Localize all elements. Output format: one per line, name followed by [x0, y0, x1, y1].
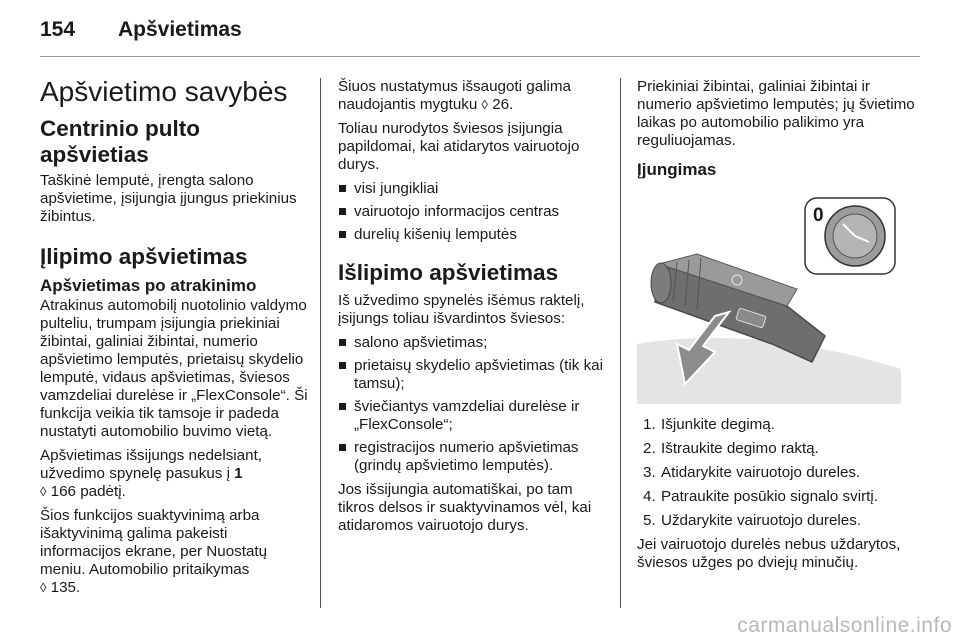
- heading-unlock-lighting: Apšvietimas po atrakinimo: [40, 276, 257, 295]
- step-text: Išjunkite degimą.: [661, 416, 775, 433]
- list-item: [338, 180, 608, 198]
- bullet-icon: [339, 231, 346, 238]
- list-item-text: registracijos numerio apšvietimas (grindų apšvietimo lemputės).: [354, 439, 579, 474]
- paragraph-center-console: Taškinė lemputė, įrengta salono apšvietime, įsijungia įjungus priekinius žibintus.: [40, 172, 297, 225]
- column-2: [338, 78, 608, 541]
- list-item: [637, 488, 920, 506]
- page-reference: 26.: [487, 96, 514, 113]
- list-item-text: prietaisų skydelio apšvietimas (tik kai tamsu);: [354, 357, 603, 392]
- list-item: [637, 464, 920, 482]
- list-item: [338, 203, 608, 221]
- page-reference: 166 padėtį.: [46, 483, 126, 500]
- heading-activation: Įjungimas: [637, 160, 717, 179]
- list-item: [637, 440, 920, 458]
- column-1: [40, 66, 312, 603]
- activation-steps: [637, 416, 920, 530]
- page-number: 154: [40, 18, 76, 41]
- list-item-text: vairuotojo informacijos centras: [354, 203, 560, 220]
- position-value: 1: [234, 465, 243, 482]
- heading-entry-lighting: Įlipimo apšvietimas: [40, 244, 248, 269]
- list-item: [338, 226, 608, 244]
- bullet-icon: [339, 208, 346, 215]
- paragraph-save: [338, 78, 608, 114]
- reference-arrow-icon: ◊: [481, 97, 488, 112]
- text-run: Šiuos nustatymus išsaugoti galima naudojantis mygtuku: [338, 78, 571, 113]
- page-reference: 135.: [46, 579, 81, 596]
- list-item-text: salono apšvietimas;: [354, 334, 488, 351]
- heading-center-console: Centrinio pulto apšvietias: [40, 116, 200, 167]
- reference-arrow-icon: ◊: [40, 484, 47, 499]
- paragraph-further: Toliau nurodytos šviesos įsijungia papildomai, kai atidarytos vairuotojo durys.: [338, 120, 580, 173]
- paragraph-door-open: Jei vairuotojo durelės nebus uždarytos, šviesos užges po dviejų minučių.: [637, 536, 901, 571]
- paragraph-off: [40, 447, 312, 501]
- text-run: Apšvietimas išsijungs nedelsiant, užvedimo spynelę pasukus į: [40, 447, 263, 482]
- reference-arrow-icon: ◊: [40, 580, 47, 595]
- turn-signal-lever-illustration: [637, 194, 901, 404]
- page-header: [40, 14, 920, 50]
- bullet-icon: [339, 339, 346, 346]
- paragraph-lights-duration: Priekiniai žibintai, galiniai žibintai ir numerio apšvietimo lemputės; jų švietimo laikas po automobilio palikimo yra reguliuojamas.: [637, 78, 915, 149]
- header-divider: [40, 56, 920, 57]
- list-item: [338, 334, 608, 352]
- bullet-icon: [339, 403, 346, 410]
- section-title: Apšvietimas: [118, 18, 242, 41]
- bullet-icon: [339, 185, 346, 192]
- list-item: [338, 398, 608, 434]
- step-text: Atidarykite vairuotojo dureles.: [661, 464, 861, 481]
- list-item: [338, 439, 608, 475]
- text-run: Šios funkcijos suaktyvinimą arba išaktyvinimą galima pakeisti informacijos ekrane, per Nuostatų meniu. Automobilio pritaikymas: [40, 507, 268, 578]
- step-text: Patraukite posūkio signalo svirtį.: [661, 488, 878, 505]
- column-divider-2: [620, 78, 621, 608]
- bullet-icon: [339, 444, 346, 451]
- column-3: [637, 78, 920, 578]
- paragraph-deactivate: [40, 507, 312, 597]
- list-item: [637, 416, 920, 434]
- list-item: [637, 512, 920, 530]
- list-item-text: šviečiantys vamzdeliai durelėse ir „FlexConsole“;: [354, 398, 580, 433]
- column-divider-1: [320, 78, 321, 608]
- page-heading: Apšvietimo savybės: [40, 76, 288, 107]
- watermark: carmanualsonline.info: [737, 614, 952, 637]
- step-number: 2.: [643, 440, 656, 457]
- dial-position-label: 0: [813, 205, 824, 226]
- list-item-text: visi jungikliai: [354, 180, 439, 197]
- list-item: [338, 357, 608, 393]
- step-text: Ištraukite degimo raktą.: [661, 440, 819, 457]
- bullet-icon: [339, 362, 346, 369]
- step-text: Uždarykite vairuotojo dureles.: [661, 512, 862, 529]
- paragraph-auto-off: Jos išsijungia automatiškai, po tam tikros delsos ir suaktyvinamos vėl, kai atidaromos vairuotojo durys.: [338, 481, 592, 534]
- step-number: 3.: [643, 464, 656, 481]
- step-number: 4.: [643, 488, 656, 505]
- step-number: 5.: [643, 512, 656, 529]
- paragraph-unlock: Atrakinus automobilį nuotolinio valdymo pulteliu, trumpam įsijungia priekiniai žibintai, galiniai žibintai, numerio apšvietimo lemputės, prietaisų skydelio lemputė, vidaus apšvietimas, šviesos vamzdeliai durelėse ir „FlexConsole“. Ši funkcija veikia tik tamsoje ir padeda nustatyti automobilio buvimo vietą.: [40, 297, 308, 440]
- heading-exit-lighting: Išlipimo apšvietimas: [338, 260, 559, 285]
- lever-end: [651, 263, 671, 303]
- step-number: 1.: [643, 416, 656, 433]
- bullet-list-exit: [338, 334, 608, 475]
- lever-figure-svg: [637, 194, 901, 404]
- bullet-list-driver-door: [338, 180, 608, 244]
- paragraph-exit: Iš užvedimo spynelės išėmus raktelį, įsijungs toliau išvardintos šviesos:: [338, 292, 585, 327]
- list-item-text: durelių kišenių lemputės: [354, 226, 517, 243]
